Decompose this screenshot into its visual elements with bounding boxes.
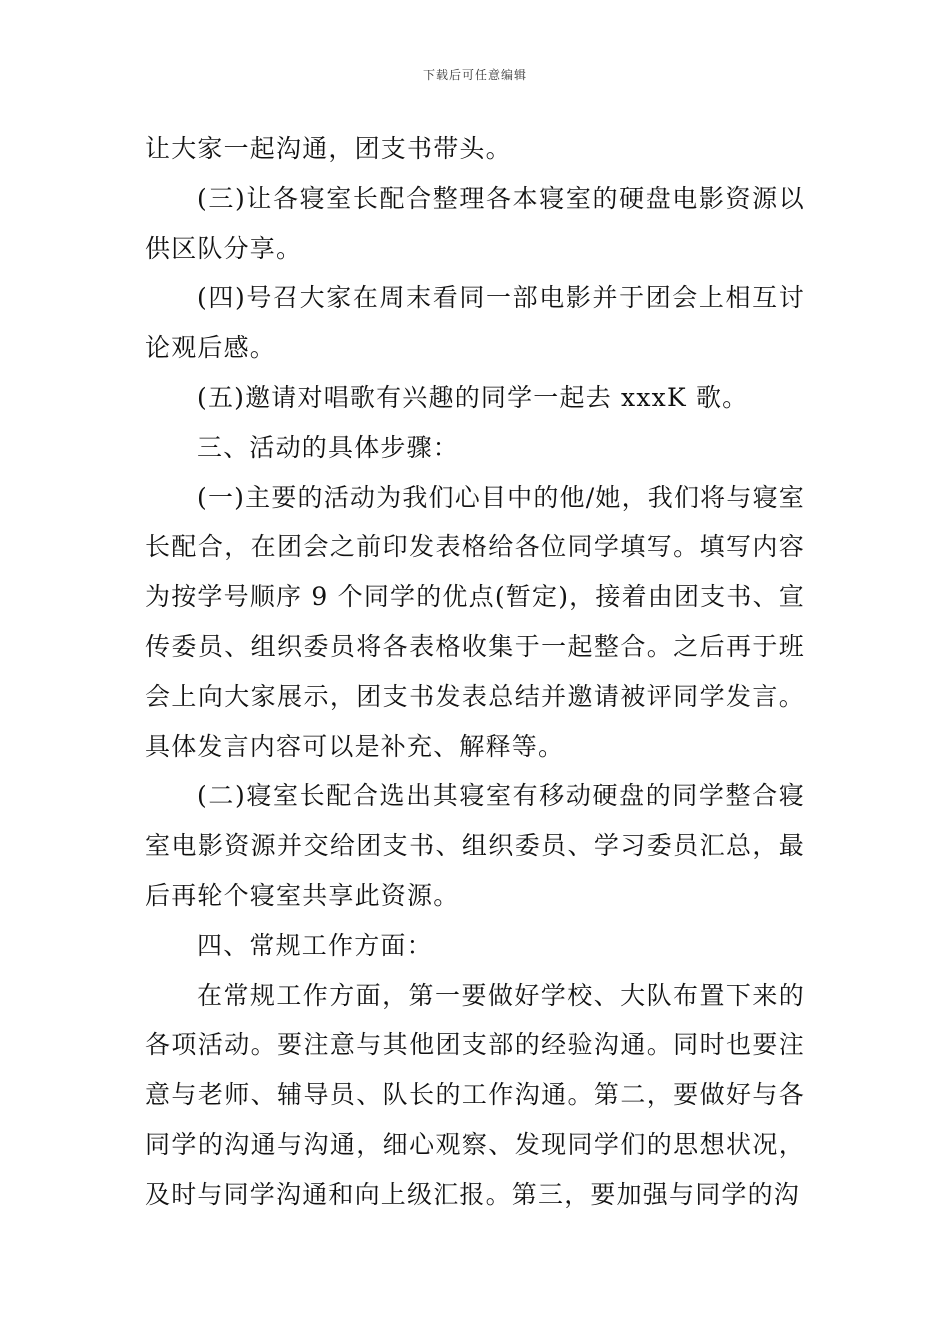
paragraph-step-2: (二)寝室长配合选出其寝室有移动硬盘的同学整合寝室电影资源并交给团支书、组织委员、学习委员汇总，最后再轮个寝室共享此资源。: [145, 781, 805, 910]
paragraph-step-1: (一)主要的活动为我们心目中的他/她，我们将与寝室长配合，在团会之前印发表格给各位同学填写。填写内容为按学号顺序 9 个同学的优点(暂定)，接着由团支书、宣传委员、组织委员将各表格收集于一起整合。之后再于班会上向大家展示，团支书发表总结并邀请被评同学发言。具体发言内容可以是补充、解释等。: [145, 482, 805, 761]
paragraph-item-3: (三)让各寝室长配合整理各本寝室的硬盘电影资源以供区队分享。: [145, 183, 805, 263]
section-heading-routine: 四、常规工作方面：: [197, 930, 433, 960]
document-body: [145, 124, 805, 1220]
paragraph-routine-work: 在常规工作方面，第一要做好学校、大队布置下来的各项活动。要注意与其他团支部的经验沟通。同时也要注意与老师、辅导员、队长的工作沟通。第二，要做好与各同学的沟通与沟通，细心观察、发现同学们的思想状况，及时与同学沟通和向上级汇报。第三，要加强与同学的沟: [145, 980, 805, 1209]
page-header: 下载后可任意编辑: [422, 68, 527, 82]
paragraph-item-5: (五)邀请对唱歌有兴趣的同学一起去 xxxK 歌。: [197, 382, 749, 412]
paragraph-continuation: 让大家一起沟通，团支书带头。: [145, 134, 512, 163]
paragraph-item-4: (四)号召大家在周末看同一部电影并于团会上相互讨论观后感。: [145, 283, 805, 363]
section-heading-steps: 三、活动的具体步骤：: [197, 432, 460, 462]
